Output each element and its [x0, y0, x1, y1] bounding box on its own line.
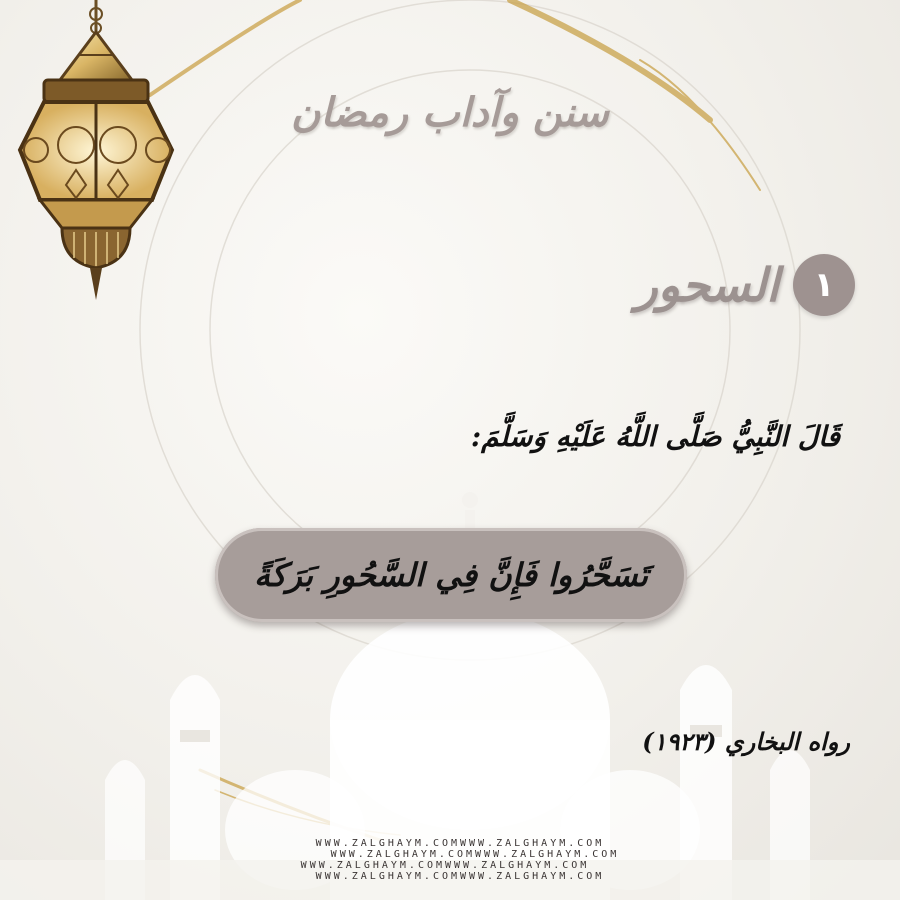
page-title: سنن وآداب رمضان: [291, 89, 609, 136]
hadith-source: رواه البخاري (١٩٢٣): [642, 727, 850, 756]
hadith-intro: قَالَ النَّبِيُّ صَلَّى اللَّهُ عَلَيْهِ وَسَلَّمَ:: [470, 420, 840, 453]
hadith-text: تَسَحَّرُوا فَإِنَّ فِي السَّحُورِ بَرَكَةً: [254, 556, 648, 594]
section-title: السحور: [635, 258, 779, 312]
watermark-line: WWW.ZALGHAYM.COMWWW.ZALGHAYM.COM: [300, 860, 590, 871]
section-header: [635, 250, 855, 320]
watermark-line: WWW.ZALGHAYM.COMWWW.ZALGHAYM.COM: [330, 849, 620, 860]
watermark-line: WWW.ZALGHAYM.COMWWW.ZALGHAYM.COM: [315, 871, 605, 882]
watermark: [250, 838, 670, 882]
watermark-line: WWW.ZALGHAYM.COMWWW.ZALGHAYM.COM: [315, 838, 605, 849]
section-number-badge: ١: [793, 254, 855, 316]
hadith-box: [215, 528, 687, 622]
